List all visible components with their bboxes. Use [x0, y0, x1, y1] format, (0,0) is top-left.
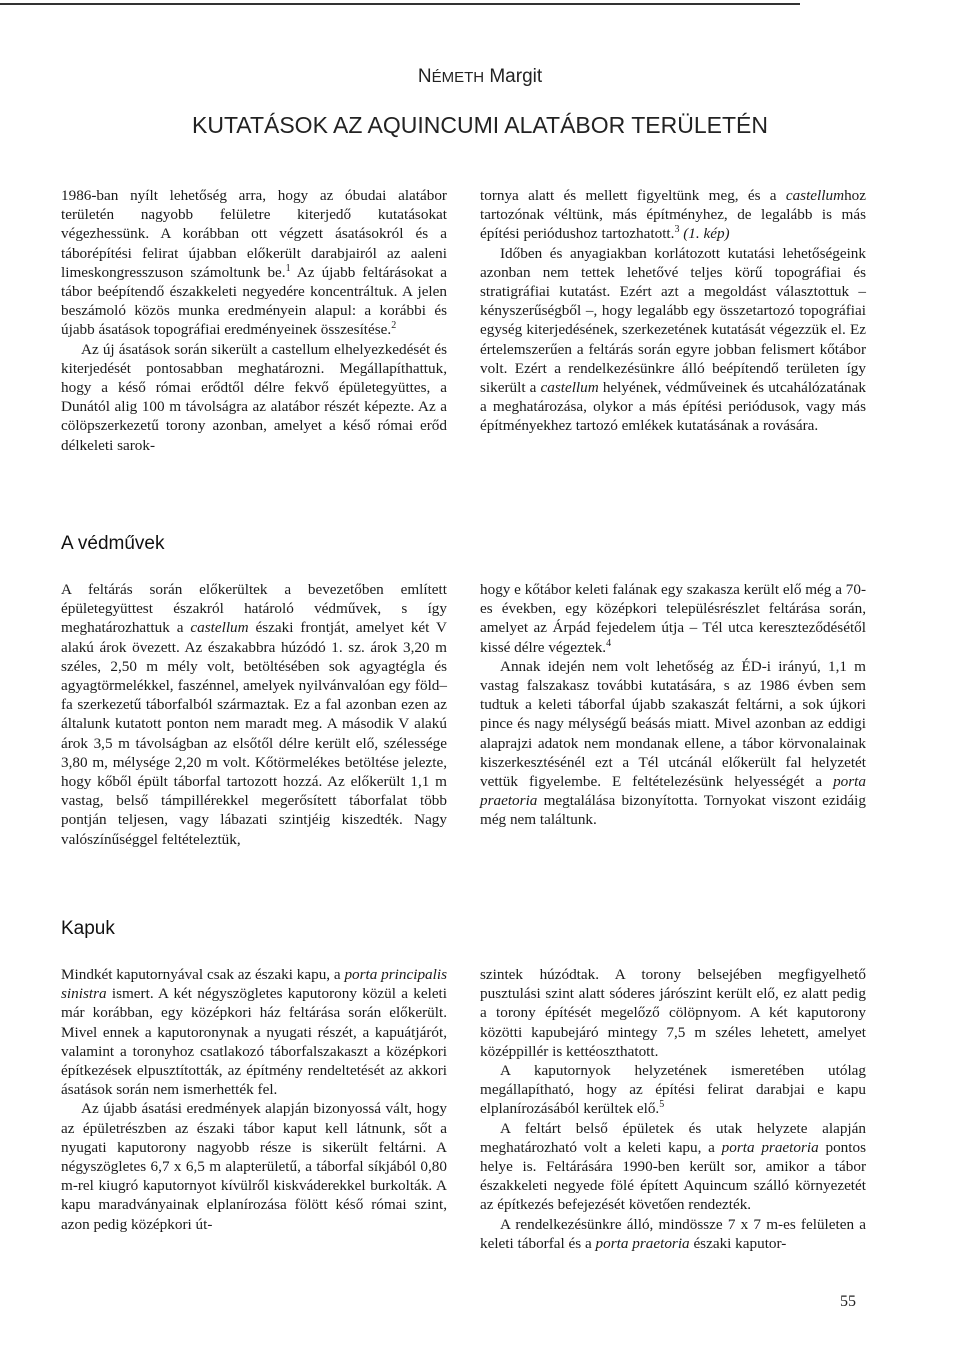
footnote-ref: 5: [659, 1099, 665, 1111]
paragraph: Annak idején nem volt lehetőség az ÉD-i irányú, 1,1 m vastag falszakasz további kutatására, s az 1986 évben sem tudtuk a keleti táborfal újabb szakaszát feltárni, a sok újkori pince és nagy mélységű beásás miatt. Mivel azonban az eddigi alaprajzi adatok nem mondanak ellene, a tábor körvonalainak kiszerkesztésénél ezt a Tél utcánál előkerült fal helyzetét vettük figyelembe. E feltételezésünk helyességét a porta praetoria megtalálása bizonyította. Tornyokat viszont ezidáig még nem találtunk.: [480, 657, 866, 829]
paragraph: szintek húzódtak. A torony belsejében megfigyelhető pusztulási szint alatt sóderes járószint került elő, ez alatt pedig a torony építését megelőző cölöpnyom. A két kaputorony közötti kapubejáró mintegy 7,5 m széles lehetett, amelyet középpillér is kettéoszthatott.: [480, 966, 866, 1060]
paragraph: hogy e kőtábor keleti falának egy szakasza került elő még a 70-es években, egy középkori településrészlet feltárása során, amelyet az Árpád fejedelem útja – Tél utca kereszteződésétől kissé délre végeztek.$^4$: [480, 581, 866, 656]
paragraph: A rendelkezésünkre álló, mindössze 7 x 7 m-es felületen a keleti táborfal és a porta praetoria északi kaputor-: [480, 1215, 866, 1252]
section-heading-kapuk: Kapuk: [61, 918, 115, 939]
footnote-ref: 4: [606, 637, 612, 649]
section-heading-vedmuvek: A védművek: [61, 533, 165, 554]
section2-right-column: [480, 965, 866, 1253]
top-rule: [0, 3, 800, 5]
paragraph: Időben és anyagiakban korlátozott kutatási lehetőségeink azonban nem tettek lehetővé teljes körű topográfiai és stratigráfiai kutatást. Ezért azt a megoldást választottuk – kényszerűségből –, hogy legalább egy összetartozó topográfiai egység kiterjedésének, szerkezetének kutatását végezzük el. Ez értelemszerűen a feltárás során egyre jobban felismert kőtábor volt. Ezért a rendelkezésünkre álló beépítendő területen így sikerült a castellum helyének, védműveinek és utcahálózatának a meghatározása, olykor a más építési periódusok, vagy más építményekhez tartozó emlékek kutatásának a rovására.: [480, 244, 867, 435]
intro-right-column: [480, 186, 866, 436]
paragraph: Az újabb ásatási eredmények alapján bizonyossá vált, hogy az épületrészben az északi tábor kaput kell látnunk, sőt a nyugati kaputorony nagyobb része is sikerült feltárni. A négyszögletes 6,7 x 6,5 m alapterületű, a táborfal síkjából 0,80 m-rel kiugró kaputornyot kívülről kiskváderekkel burkolták. A kapu maradványainak elplanírozása fölött késő római szint, azon pedig középkori út-: [61, 1100, 447, 1233]
paragraph: tornya alatt és mellett figyeltünk meg, és a castellumhoz tartozónak véltünk, más építményhez, de legalább is más építési periódushoz tartozhatott.$^3$ (1. kép): [480, 187, 866, 243]
intro-left-column: [61, 186, 447, 455]
footnote-ref: 2: [391, 320, 397, 332]
section1-left-column: [61, 580, 447, 849]
paragraph: A kaputornyok helyzetének ismeretében utólag megállapítható, hogy az építési felirat darabjai e kapu elplanírozásából kerültek elő.$^5$: [480, 1062, 866, 1118]
footnote-ref: 1: [285, 262, 291, 274]
paragraph: A feltárt belső épületek és utak helyzete alapján meghatározható volt a keleti kapu, a porta praetoria pontos helye is. Feltárására 1990-ben került sor, amikor a tábor északkeleti negyede fölé épített Aquincum szálló környezetét az építkezés befejezését követően rendezték.: [480, 1119, 866, 1214]
footnote-ref: 3: [674, 224, 680, 236]
author-name: NÉMETH Margit: [417, 66, 543, 87]
article-title: KUTATÁSOK AZ AQUINCUMI ALATÁBOR TERÜLETÉN: [192, 112, 768, 138]
paragraph: Mindkét kaputornyával csak az északi kapu, a porta principalis sinistra ismert. A két négyszögletes kaputorony közül a keleti már korábban, egy középkori ház feltárása során előkerült. Mivel ennek a kaputoronynak a nyugati részét, a kapuátjárót, valamint a toronyhoz csatlakozó táborfalszakaszt a középkori építkezések elpusztították, az építmény rendeltetését az akkori ásatások során nem ismerhették fel.: [61, 966, 447, 1099]
paragraph: A feltárás során előkerültek a bevezetőben említett épületegyüttest északról határoló védművek, s így meghatározhattuk a castellum északi frontját, amelyet két V alakú árok övezett. Az északabbra húzódó 1. sz. árok 3,20 m széles, 2,50 m mély volt, betöltésében sok agyagtégla és agyagtörmelékkel, faszénnel, amelyek nyilvánvalóan egy föld–fa szerkezetű táborfalból származtak. Ez a fal azonban ezen az általunk kutatott ponton nem maradt meg. A második V alakú árok 3,5 m távolságban az elsőtől délre került elő, szélessége 3,80 m, mélysége 2,20 m volt. Kőtörmelékes betöltése jelezte, hogy kőből épült táborfal tartozott hozzá. Az előkerült 1,1 m vastag, belső támpillérekkel megerősített táborfalat több pontján teljesen, vagy lábazati szintjéig kiszedték. Nagy valószínűséggel feltételeztük,: [61, 581, 447, 848]
page-number: 55: [840, 1293, 856, 1310]
paragraph: Az új ásatások során sikerült a castellum elhelyezkedését és kiterjedését pontosabban meghatározni. Megállapíthattuk, hogy a késő római erődtől délre fekvő épületegyüttes, a Dunától alig 100 m távolságra az alatábor részét képezte. Az a cölöpszerkezetű torony azonban, amelyet a késő római erőd délkeleti sarok-: [61, 340, 447, 454]
paragraph: 1986-ban nyílt lehetőség arra, hogy az óbudai alatábor területén nagyobb felületre kiterjedő kutatásokat végezhessünk. A korábban ott végzett ásatásokról és a táborépítési felirat újabban előkerült darabjairól az aaleni limeskongresszuson számoltunk be.$^1$ Az újabb feltárásokat a tábor beépítendő északkeleti negyedére koncentráltuk. A jelen beszámoló közös munka eredményein alapul: a korábbi és újabb ásatások topográfiai eredményeinek összesítése.$^2$: [61, 187, 447, 339]
section1-right-column: [480, 580, 866, 830]
section2-left-column: [61, 965, 447, 1234]
